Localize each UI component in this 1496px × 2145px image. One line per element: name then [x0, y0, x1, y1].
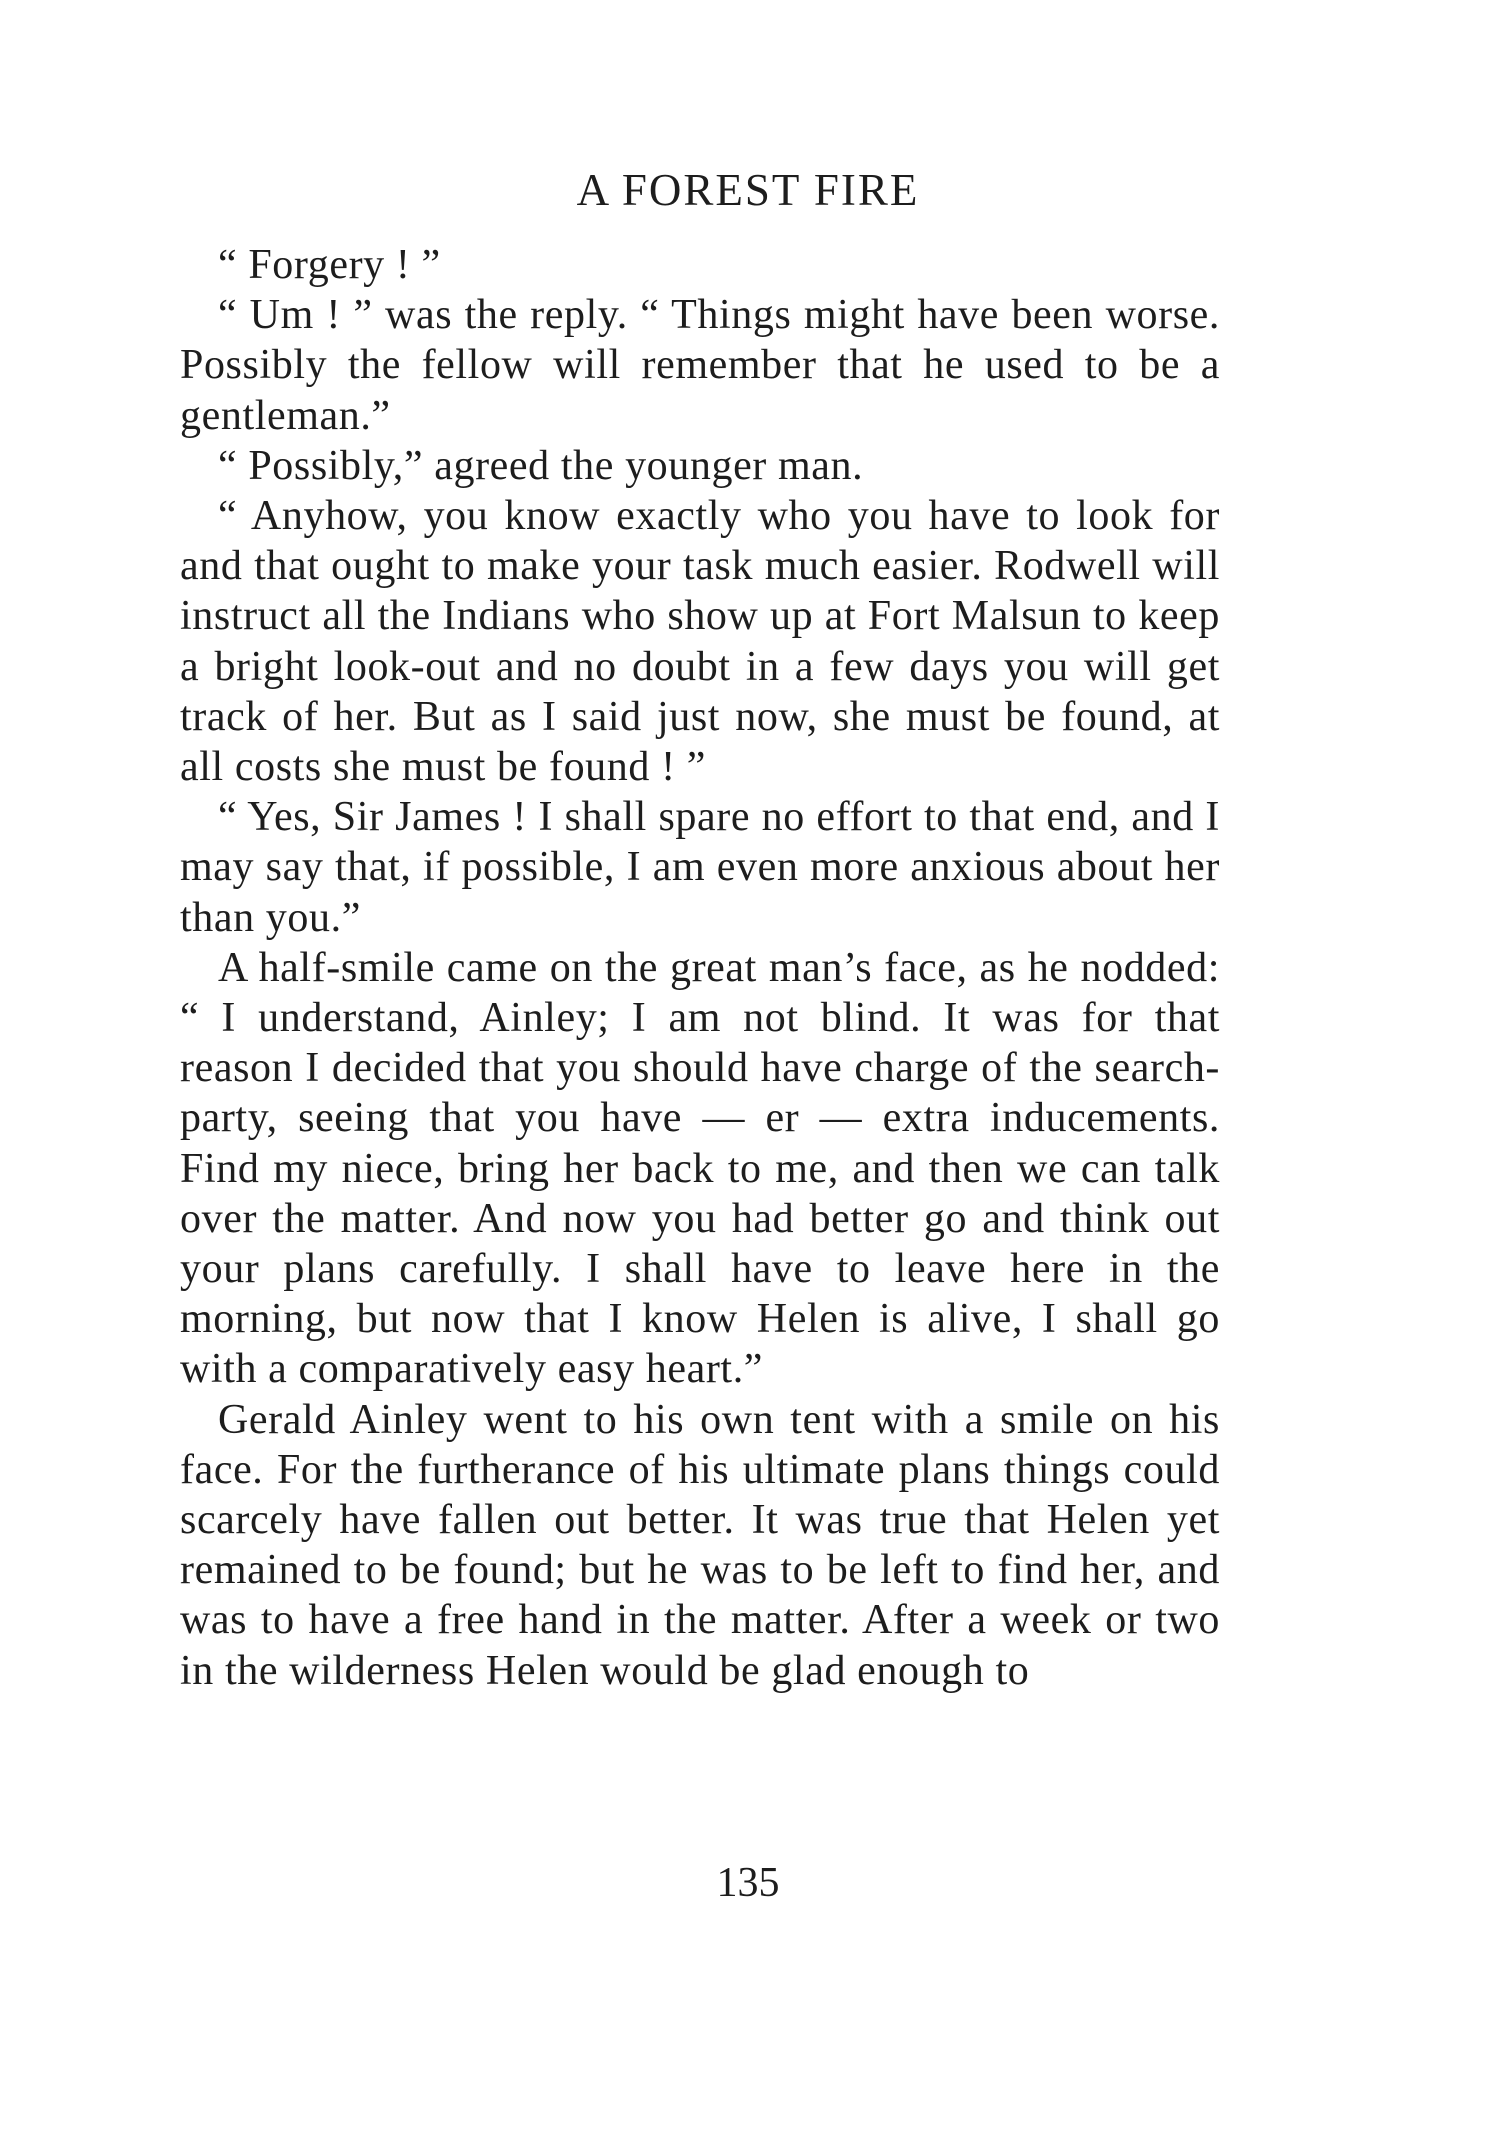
paragraph-6: A half-smile came on the great man’s face, as he nodded: “ I understand, Ainley; I am not blind. It was for that reason I decided that you should have charge of the search-party, seeing that you have — er — extra inducements. Find my niece, bring her back to me, and then we can talk over the matter. And now you had better go and think out your plans carefully. I shall have to leave here in the morning, but now that I know Helen is alive, I shall go with a comparatively easy heart.”	[180, 944, 1220, 1393]
paragraph-3: “ Possibly,” agreed the younger man.	[218, 442, 864, 489]
paragraph-5: “ Yes, Sir James ! I shall spare no effort to that end, and I may say that, if possible, I am even more anxious about her than you.”	[180, 794, 1220, 941]
body-text	[180, 240, 1220, 1696]
paragraph-7: Gerald Ainley went to his own tent with a smile on his face. For the furtherance of his ultimate plans things could scarcely have fallen out better. It was true that Helen yet remained to be found; but he was to be left to find her, and was to have a free hand in the matter. After a week or two in the wilderness Helen would be glad enough to	[180, 1396, 1220, 1694]
page-number: 135	[716, 1860, 780, 1906]
paragraph-1: “ Forgery ! ”	[218, 242, 441, 288]
paragraph-2: “ Um ! ” was the reply. “ Things might have been worse. Possibly the fellow will remember that he used to be a gentleman.”	[180, 292, 1220, 439]
paragraph-4: “ Anyhow, you know exactly who you have to look for and that ought to make your task much easier. Rodwell will instruct all the Indians who show up at Fort Malsun to keep a bright look-out and no doubt in a few days you will get track of her. But as I said just now, she must be found, at all costs she must be found ! ”	[180, 493, 1220, 791]
running-head: A FOREST FIRE	[576, 165, 920, 215]
